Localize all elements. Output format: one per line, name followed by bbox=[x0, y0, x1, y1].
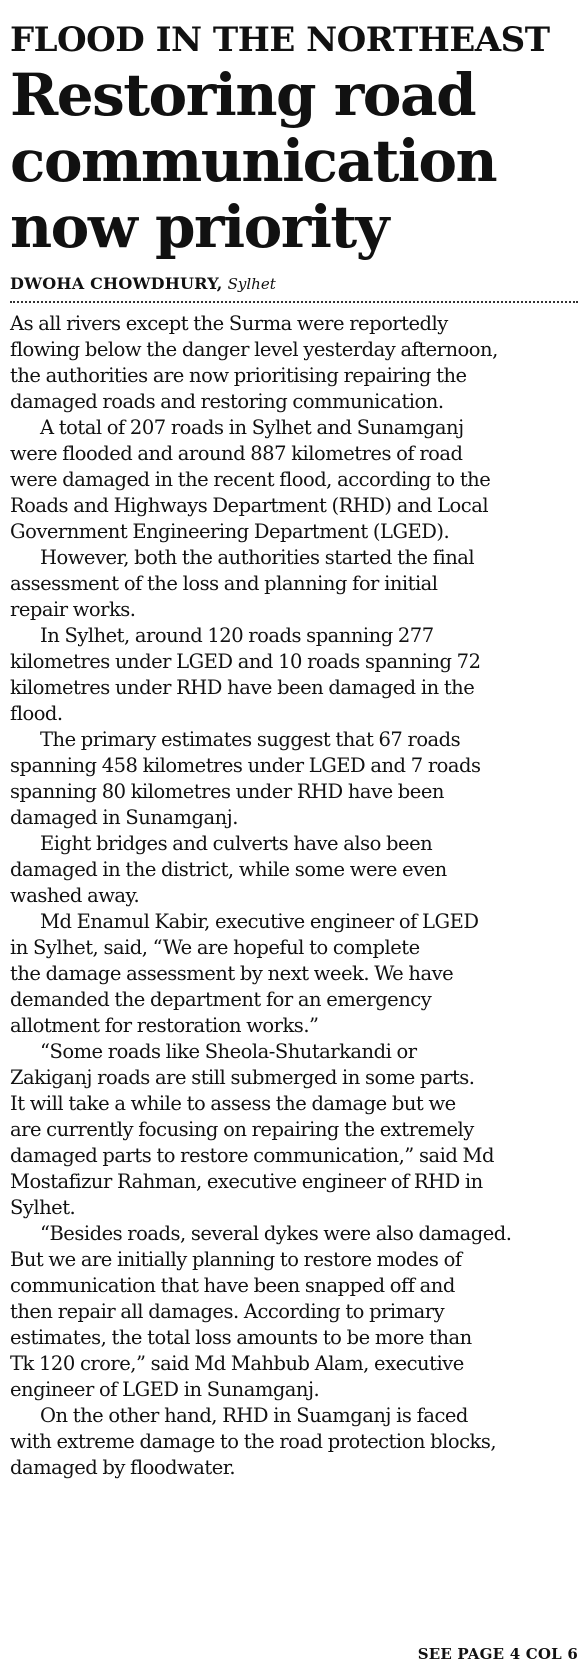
body-line: the authorities are now prioritising repairing the bbox=[10, 364, 467, 387]
body-line: repair works. bbox=[10, 598, 136, 621]
body-line: flowing below the danger level yesterday afternoon, bbox=[10, 338, 498, 361]
continuation-reference: SEE PAGE 4 COL 6 bbox=[417, 1645, 578, 1663]
headline-line: communication bbox=[10, 127, 497, 195]
body-line: were damaged in the recent flood, according to the bbox=[10, 468, 491, 491]
body-line: Mostafizur Rahman, executive engineer of RHD in bbox=[10, 1170, 483, 1193]
body-line: Government Engineering Department (LGED). bbox=[10, 520, 450, 543]
body-line: Tk 120 crore,” said Md Mahbub Alam, executive bbox=[10, 1352, 464, 1375]
body-line: Sylhet. bbox=[10, 1196, 76, 1219]
body-line: kilometres under RHD have been damaged in the bbox=[10, 676, 475, 699]
body-line: the damage assessment by next week. We have bbox=[10, 962, 454, 985]
byline-author: DWOHA CHOWDHURY, bbox=[10, 274, 223, 293]
body-line: “Some roads like Sheola-Shutarkandi or bbox=[40, 1040, 417, 1063]
body-line: But we are initially planning to restore modes of bbox=[10, 1248, 462, 1271]
headline bbox=[10, 62, 578, 260]
body-line: Zakiganj roads are still submerged in some parts. bbox=[10, 1066, 475, 1089]
article-body bbox=[10, 311, 578, 1481]
body-line: As all rivers except the Surma were reportedly bbox=[10, 312, 448, 335]
body-line: The primary estimates suggest that 67 roads bbox=[40, 728, 461, 751]
body-line: assessment of the loss and planning for initial bbox=[10, 572, 438, 595]
body-line: were flooded and around 887 kilometres of road bbox=[10, 442, 463, 465]
body-line: flood. bbox=[10, 702, 63, 725]
dotted-divider bbox=[10, 301, 578, 303]
headline-line: Restoring road bbox=[10, 61, 476, 129]
body-line: It will take a while to assess the damage but we bbox=[10, 1092, 456, 1115]
body-line: damaged by floodwater. bbox=[10, 1456, 236, 1479]
article bbox=[10, 0, 578, 1481]
body-line: spanning 458 kilometres under LGED and 7 roads bbox=[10, 754, 481, 777]
body-line: estimates, the total loss amounts to be more than bbox=[10, 1326, 472, 1349]
body-line: with extreme damage to the road protection blocks, bbox=[10, 1430, 497, 1453]
body-line: engineer of LGED in Sunamganj. bbox=[10, 1378, 320, 1401]
body-line: Md Enamul Kabir, executive engineer of LGED bbox=[40, 910, 479, 933]
byline-place: Sylhet bbox=[227, 275, 276, 293]
byline bbox=[10, 272, 578, 296]
body-line: damaged roads and restoring communication. bbox=[10, 390, 444, 413]
body-line: “Besides roads, several dykes were also damaged. bbox=[40, 1222, 512, 1245]
body-line: A total of 207 roads in Sylhet and Sunamganj bbox=[40, 416, 464, 439]
body-line: allotment for restoration works.” bbox=[10, 1014, 319, 1037]
body-line: damaged parts to restore communication,” said Md bbox=[10, 1144, 494, 1167]
body-line: On the other hand, RHD in Suamganj is faced bbox=[40, 1404, 468, 1427]
body-line: washed away. bbox=[10, 884, 140, 907]
body-line: then repair all damages. According to primary bbox=[10, 1300, 445, 1323]
body-line: spanning 80 kilometres under RHD have been bbox=[10, 780, 444, 803]
body-line: damaged in the district, while some were even bbox=[10, 858, 447, 881]
body-line: in Sylhet, said, “We are hopeful to complete bbox=[10, 936, 420, 959]
body-line: communication that have been snapped off and bbox=[10, 1274, 455, 1297]
headline-line: now priority bbox=[10, 193, 388, 261]
body-line: Eight bridges and culverts have also been bbox=[40, 832, 433, 855]
body-line: are currently focusing on repairing the extremely bbox=[10, 1118, 474, 1141]
body-line: In Sylhet, around 120 roads spanning 277 bbox=[40, 624, 434, 647]
body-line: However, both the authorities started the final bbox=[40, 546, 475, 569]
body-line: Roads and Highways Department (RHD) and Local bbox=[10, 494, 489, 517]
body-line: demanded the department for an emergency bbox=[10, 988, 432, 1011]
kicker: FLOOD IN THE NORTHEAST bbox=[10, 20, 550, 60]
body-line: kilometres under LGED and 10 roads spanning 72 bbox=[10, 650, 481, 673]
body-line: damaged in Sunamganj. bbox=[10, 806, 238, 829]
